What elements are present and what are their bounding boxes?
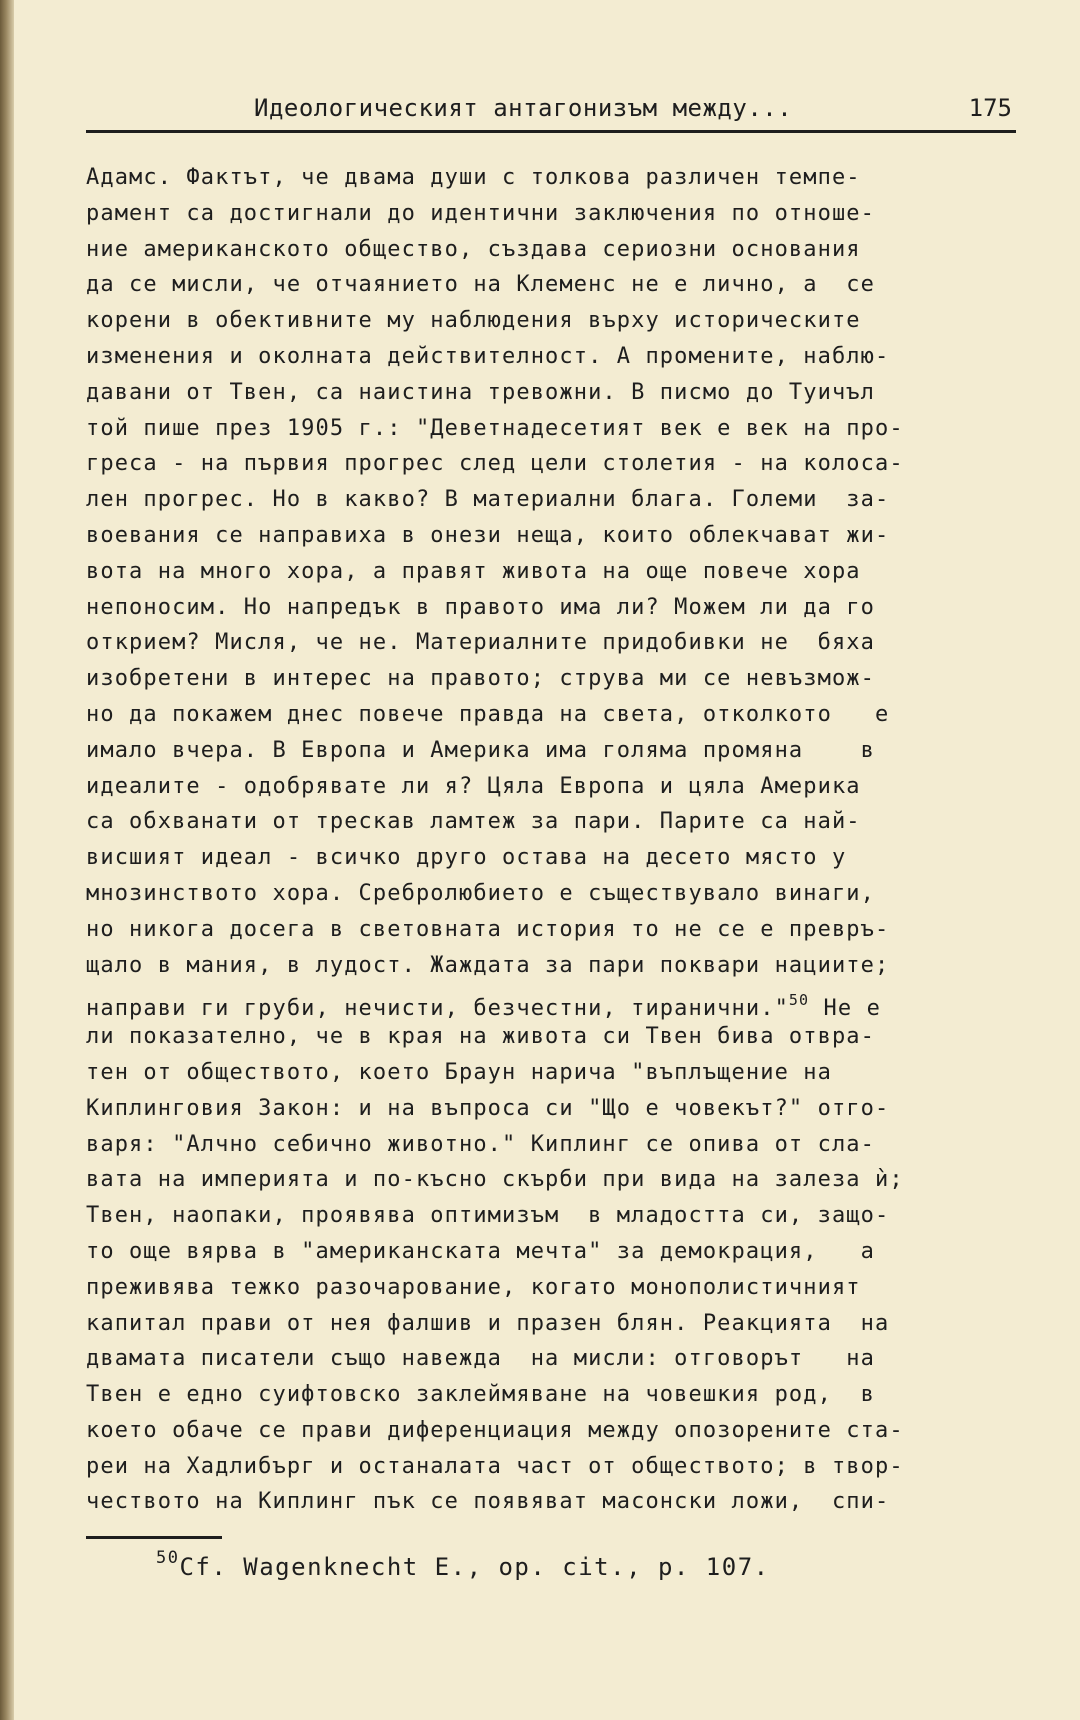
- text-line: чеството на Киплинг пък се появяват масонски ложи, спи-: [86, 1489, 890, 1515]
- footnote: [156, 1548, 770, 1581]
- text-line: но да покажем днес повече правда на света, отколкото е: [86, 701, 890, 727]
- text-line: но никога досега в световната история то не се е превръ-: [86, 916, 890, 942]
- text-line: варя: "Алчно себично животно." Киплинг се опива от сла-: [86, 1131, 875, 1157]
- quote-continuation-text: Не е: [809, 996, 881, 1022]
- text-line: Киплинговия Закон: и на въпроса си "Що е човекът?" отго-: [86, 1095, 890, 1121]
- text-line: лен прогрес. Но в какво? В материални блага. Големи за-: [86, 487, 890, 513]
- body-text: [86, 160, 1046, 1520]
- text-line: висшият идеал - всичко друго остава на десето място у: [86, 845, 847, 871]
- text-line: давани от Твен, са наистина тревожни. В писмо до Туичъл: [86, 379, 875, 405]
- text-line: корени в обективните му наблюдения върху историческите: [86, 308, 861, 334]
- text-line: ли показателно, че в края на живота си Твен бива отвра-: [86, 1024, 875, 1050]
- text-line: ние американското общество, създава сериозни основания: [86, 236, 861, 262]
- text-line: Твен, наопаки, проявява оптимизъм в младостта си, защо-: [86, 1203, 890, 1229]
- text-line: двамата писатели също навежда на мисли: отговорът на: [86, 1346, 875, 1372]
- text-line: непоносим. Но напредък в правото има ли? Можем ли да го: [86, 594, 875, 620]
- text-line: мнозинството хора. Сребролюбието е съществувало винаги,: [86, 880, 875, 906]
- text-line: вота на много хора, а правят живота на още повече хора: [86, 558, 861, 584]
- text-line: което обаче се прави диференциация между опозорените ста-: [86, 1417, 904, 1443]
- text-line: щало в мания, в лудост. Жаждата за пари поквари нациите;: [86, 952, 890, 978]
- page-header: [86, 86, 1016, 133]
- text-line: реи на Хадлибърг и останалата част от обществото; в твор-: [86, 1453, 904, 1479]
- quote-end-text: направи ги груби, нечисти, безчестни, тиранични.": [86, 996, 789, 1022]
- footnote-mark: 50: [156, 1548, 180, 1568]
- text-line: греса - на първия прогрес след цели столетия - на колоса-: [86, 451, 904, 477]
- text-line: той пише през 1905 г.: "Деветнадесетият век е век на про-: [86, 415, 904, 441]
- footnote-reference[interactable]: 50: [788, 991, 810, 1010]
- page-number: 175: [968, 94, 1012, 122]
- text-line: изменения и околната действителност. А промените, наблю-: [86, 343, 890, 369]
- running-title: Идеологическият антагонизъм между...: [254, 94, 793, 122]
- book-spine-shadow: [0, 0, 14, 1720]
- footnote-text: Cf. Wagenknecht E., op. cit., p. 107.: [179, 1553, 770, 1581]
- text-line: идеалите - одобрявате ли я? Цяла Европа и цяла Америка: [86, 773, 861, 799]
- text-line: Адамс. Фактът, че двама души с толкова различен темпе-: [86, 165, 861, 190]
- text-line: да се мисли, че отчаянието на Клеменс не е лично, а се: [86, 272, 875, 298]
- text-line: имало вчера. В Европа и Америка има голяма промяна в: [86, 737, 875, 763]
- text-line: Твен е едно суифтовско заклеймяване на човешкия род, в: [86, 1382, 875, 1408]
- text-line: воевания се направиха в онези неща, които облекчават жи-: [86, 522, 890, 548]
- text-line: рамент са достигнали до идентични заключения по отноше-: [86, 200, 875, 226]
- text-line: открием? Мисля, че не. Материалните придобивки не бяха: [86, 630, 875, 656]
- text-line: преживява тежко разочарование, когато монополистичният: [86, 1274, 861, 1300]
- footnote-divider: [86, 1536, 222, 1539]
- text-line: са обхванати от трескав ламтеж за пари. Парите са най-: [86, 809, 861, 835]
- text-line: то още вярва в "американската мечта" за демокрация, а: [86, 1238, 875, 1264]
- text-line: вата на империята и по-късно скърби при вида на залеза ѝ;: [86, 1167, 904, 1193]
- text-line: тен от обществото, което Браун нарича "въплъщение на: [86, 1059, 832, 1085]
- text-line: капитал прави от нея фалшив и празен блян. Реакцията на: [86, 1310, 890, 1336]
- text-line-with-footnote-ref: [86, 983, 1046, 1022]
- text-line: изобретени в интерес на правото; струва ми се невъзмож-: [86, 666, 875, 692]
